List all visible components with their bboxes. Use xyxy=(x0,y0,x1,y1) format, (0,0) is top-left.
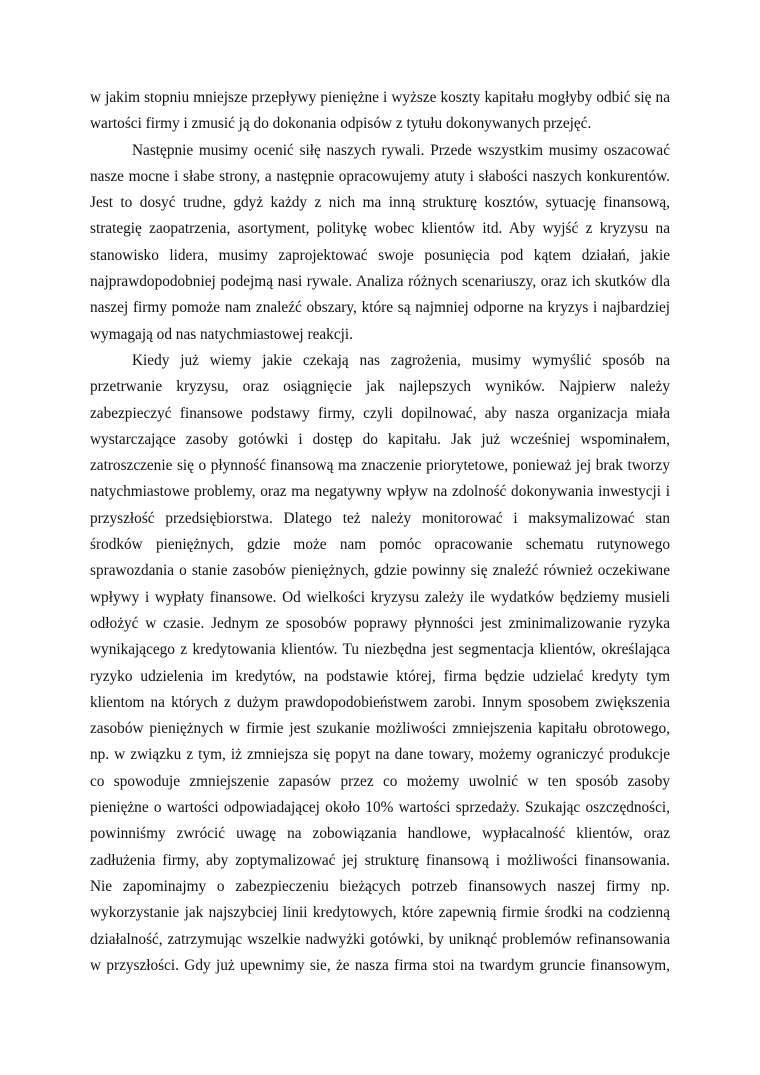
text-line: zabezpieczyć finansowe podstawy firmy, czyli dopilnować, aby nasza organizacja miała xyxy=(90,404,670,422)
text-line: sprawozdania o stanie zasobów pieniężnych, gdzie powinny się znaleźć również oczekiwane xyxy=(90,562,670,580)
text-line: stanowisko lidera, musimy zaprojektować swoje posunięcia pod kątem działań, jakie xyxy=(90,246,670,264)
text-line: Nie zapominajmy o zabezpieczeniu bieżących potrzeb finansowych naszej firmy np. xyxy=(90,877,670,895)
text-line: naszej firmy pomoże nam znaleźć obszary, które są najmniej odporne na kryzys i najbardziej xyxy=(90,299,670,317)
text-line: wpływy i wypłaty finansowe. Od wielkości kryzysu zależy ile wydatków będziemy musieli xyxy=(90,588,670,606)
text-line: wykorzystanie jak najszybciej linii kredytowych, które zapewnią firmie środki na codzienną xyxy=(90,904,670,922)
text-line: zadłużenia firmy, aby zoptymalizować jej strukturę finansową i możliwości finansowania. xyxy=(90,851,670,869)
text-line: klientom na których z dużym prawdopodobieństwem zarobi. Innym sposobem zwiększenia xyxy=(90,693,670,711)
text-line: Następnie musimy ocenić siłę naszych rywali. Przede wszystkim musimy oszacować xyxy=(132,141,670,159)
text-line: w przyszłości. Gdy już upewnimy sie, że nasza firma stoi na twardym gruncie finansowym, xyxy=(90,956,670,974)
paragraph-3 xyxy=(90,348,670,979)
text-line: strategię zaopatrzenia, asortyment, politykę wobec klientów itd. Aby wyjść z kryzysu na xyxy=(90,220,670,238)
text-line: w jakim stopniu mniejsze przepływy pieniężne i wyższe koszty kapitału mogłyby odbić się na xyxy=(90,89,670,106)
text-line: natychmiastowe problemy, oraz ma negatywny wpływ na zdolność dokonywania inwestycji i xyxy=(90,483,670,501)
text-line: co spowoduje zmniejszenie zapasów przez co możemy uwolnić w ten sposób zasoby xyxy=(90,772,670,790)
document-page xyxy=(90,85,670,979)
text-line: nasze mocne i słabe strony, a następnie opracowujemy atuty i słabości naszych konkurentów. xyxy=(90,167,670,185)
text-line: środków pieniężnych, gdzie może nam pomóc opracowanie schematu rutynowego xyxy=(90,536,670,554)
text-line: powinniśmy zwrócić uwagę na zobowiązania handlowe, wypłacalność klientów, oraz xyxy=(90,825,670,843)
text-line: przyszłość przedsiębiorstwa. Dlatego też należy monitorować i maksymalizować stan xyxy=(90,509,670,527)
text-line: wartości firmy i zmusić ją do dokonania odpisów z tytułu dokonywanych przejęć. xyxy=(90,115,592,133)
text-line: zatroszczenie się o płynność finansową ma znaczenie priorytetowe, ponieważ jej brak tworzy xyxy=(90,457,670,475)
text-line: wystarczające zasoby gotówki i dostęp do kapitału. Jak już wcześniej wspominałem, xyxy=(90,430,670,448)
text-line: odłożyć w czasie. Jednym ze sposobów poprawy płynności jest zminimalizowanie ryzyka xyxy=(90,614,670,632)
text-line: przetrwanie kryzysu, oraz osiągnięcie jak najlepszych wyników. Najpierw należy xyxy=(90,378,670,396)
text-line: Kiedy już wiemy jakie czekają nas zagrożenia, musimy wymyślić sposób na xyxy=(132,351,670,369)
text-line: Jest to dosyć trudne, gdyż każdy z nich ma inną strukturę kosztów, sytuację finansową, xyxy=(90,194,670,212)
paragraph-1 xyxy=(90,85,670,138)
text-line: pieniężne o wartości odpowiadającej około 10% wartości sprzedaży. Szukając oszczędności, xyxy=(90,799,670,817)
text-line: np. w związku z tym, iż zmniejsza się popyt na dane towary, możemy ograniczyć produkcje xyxy=(90,746,670,764)
text-line: najprawdopodobniej podejmą nasi rywale. Analiza różnych scenariuszy, oraz ich skutków dla xyxy=(90,273,670,291)
text-line: ryzyko udzielenia im kredytów, na podstawie której, firma będzie udzielać kredyty tym xyxy=(90,667,670,685)
paragraph-2 xyxy=(90,138,670,348)
text-line: wymagają od nas natychmiastowej reakcji. xyxy=(90,325,353,343)
text-line: wynikającego z kredytowania klientów. Tu niezbędna jest segmentacja klientów, określająca xyxy=(90,641,670,659)
text-line: zasobów pieniężnych w firmie jest szukanie możliwości zmniejszenia kapitału obrotowego, xyxy=(90,720,670,738)
text-line: działalność, zatrzymując wszelkie nadwyżki gotówki, by uniknąć problemów refinansowania xyxy=(90,930,670,948)
